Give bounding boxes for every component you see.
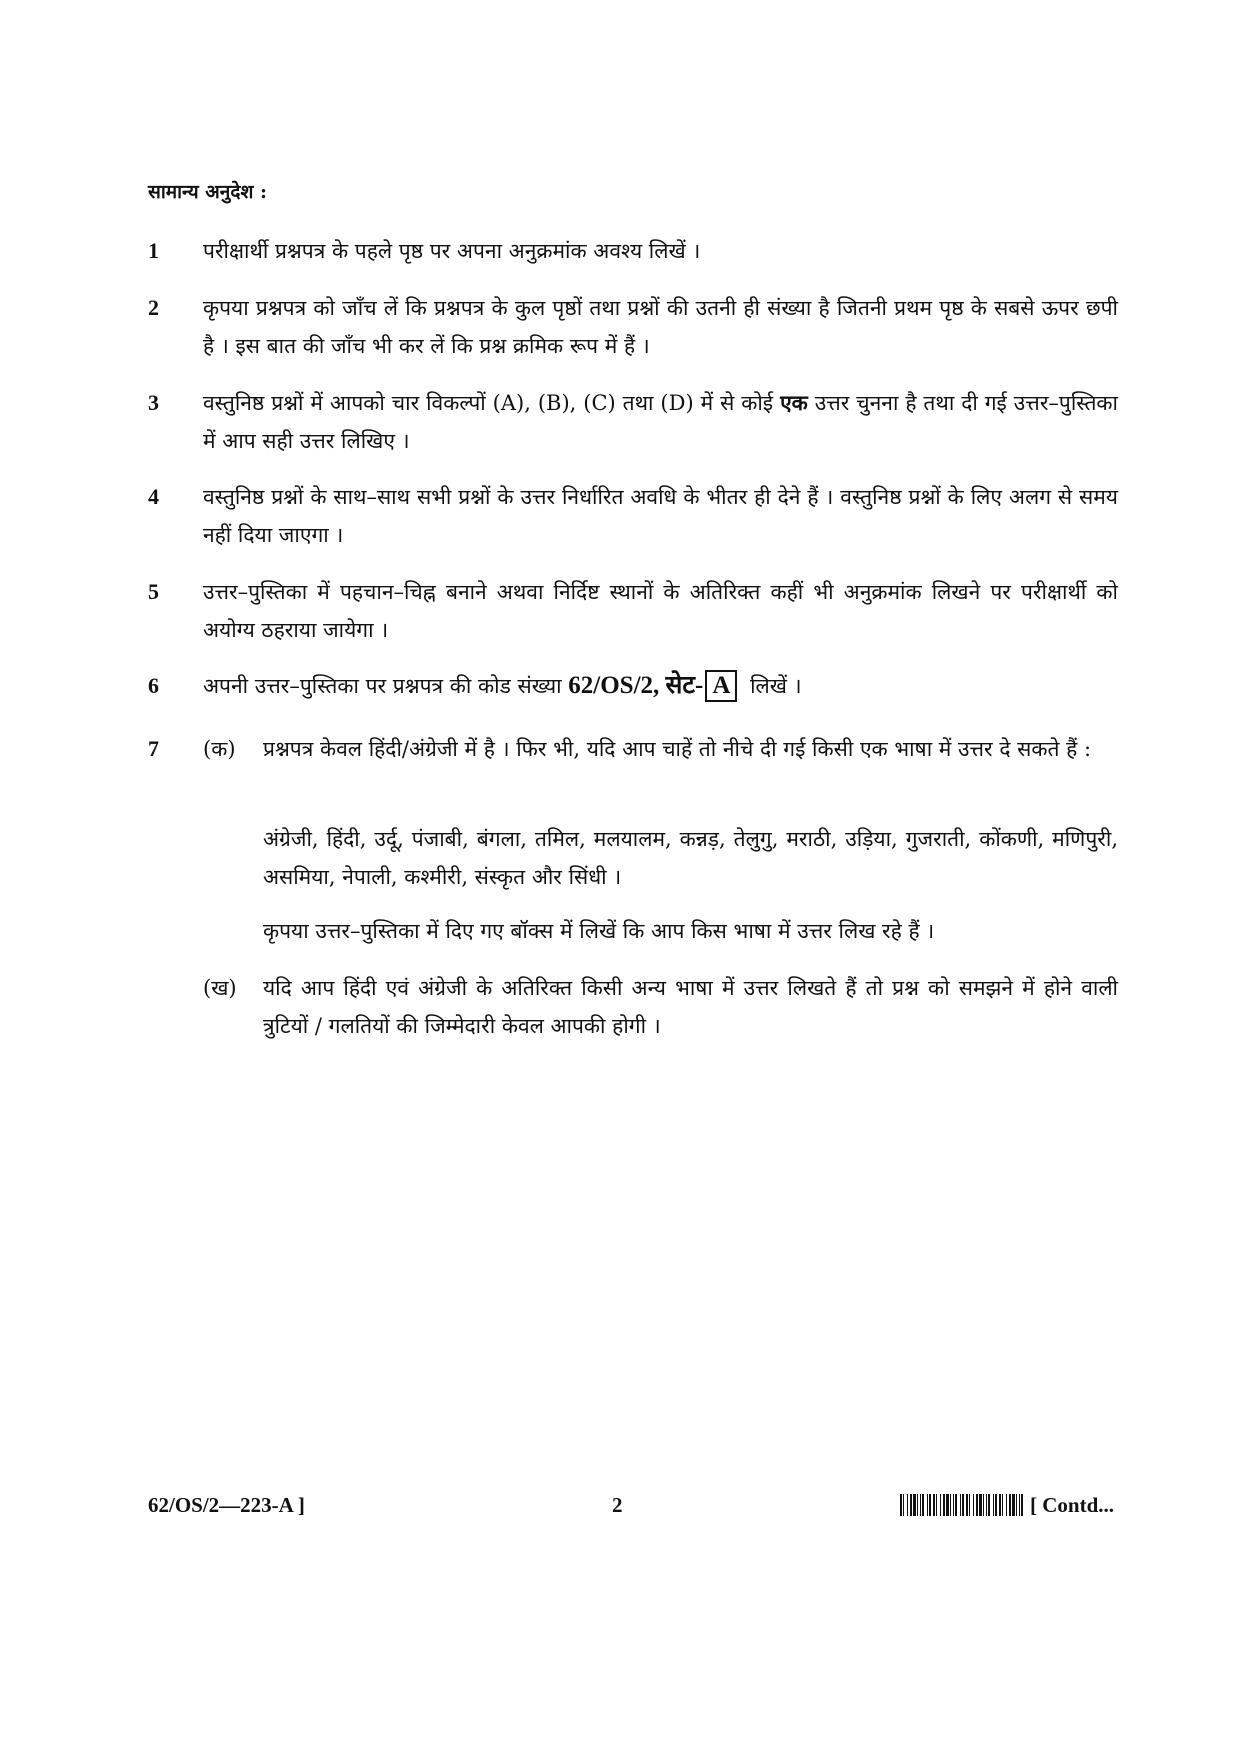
instruction-text: कृपया प्रश्नपत्र को जाँच लें कि प्रश्नपत्र के कुल पृष्ठों तथा प्रश्नों की उतनी ही संख्या है जितनी प्रथम पृष्ठ के सबसे ऊपर छपी है । इस बात की जाँच भी कर लें कि प्रश्न क्रमिक रूप में हैं । bbox=[203, 296, 1118, 358]
box-note: कृपया उत्तर–पुस्तिका में दिए गए बॉक्स में लिखें कि आप किस भाषा में उत्तर लिख रहे हैं । bbox=[263, 919, 935, 943]
instruction-number: 7 bbox=[148, 736, 159, 761]
instruction-item-7 bbox=[148, 730, 1118, 1050]
sub-item-label-b: (ख) bbox=[203, 976, 237, 1000]
instruction-number: 5 bbox=[148, 579, 159, 604]
instruction-number: 4 bbox=[148, 484, 159, 509]
instruction-number: 2 bbox=[148, 295, 159, 320]
language-list: अंग्रेजी, हिंदी, उर्दू, पंजाबी, बंगला, तमिल, मलयालम, कन्नड़, तेलुगु, मराठी, उड़िया, गुजराती, कोंकणी, मणिपुरी, असमिया, नेपाली, कश्मीरी, संस्कृत और सिंधी । bbox=[263, 827, 1118, 889]
instruction-text bbox=[203, 384, 1118, 460]
set-box: A bbox=[705, 670, 737, 702]
instruction-text: वस्तुनिष्ठ प्रश्नों के साथ–साथ सभी प्रश्नों के उत्तर निर्धारित अवधि के भीतर ही देने हैं । वस्तुनिष्ठ प्रश्नों के लिए अलग से समय नहीं दिया जाएगा । bbox=[203, 485, 1118, 547]
contd-label: [ Contd... bbox=[1030, 1493, 1115, 1517]
page-number: 2 bbox=[612, 1493, 623, 1517]
text-part: वस्तुनिष्ठ प्रश्नों में आपको चार विकल्पों (A), (B), (C) तथा (D) में से कोई bbox=[203, 391, 781, 415]
text-part: उत्तर चुनना है तथा दी गई उत्तर–पुस्तिका में आप सही उत्तर लिखिए । bbox=[203, 391, 1118, 453]
instruction-number: 3 bbox=[148, 390, 159, 415]
sub-item-text-a: प्रश्नपत्र केवल हिंदी/अंग्रेजी में है । फिर भी, यदि आप चाहें तो नीचे दी गई किसी एक भाषा में उत्तर दे सकते हैं : bbox=[263, 737, 1092, 761]
instruction-text: उत्तर–पुस्तिका में पहचान–चिह्न बनाने अथवा निर्दिष्ट स्थानों के अतिरिक्त कहीं भी अनुक्रमांक लिखने पर परीक्षार्थी को अयोग्य ठहराया जायेगा । bbox=[203, 580, 1118, 642]
text-part: लिखें । bbox=[743, 674, 802, 698]
sub-item-text-b: यदि आप हिंदी एवं अंग्रेजी के अतिरिक्त किसी अन्य भाषा में उत्तर लिखते हैं तो प्रश्न को समझने में होने वाली त्रुटियों / गलतियों की जिम्मेदारी केवल आपकी होगी । bbox=[263, 976, 1118, 1038]
text-emphasis: एक bbox=[780, 390, 808, 415]
instructions-heading: सामान्य अनुदेश : bbox=[148, 181, 267, 203]
instruction-text bbox=[203, 667, 1118, 705]
instruction-text: परीक्षार्थी प्रश्नपत्र के पहले पृष्ठ पर अपना अनुक्रमांक अवश्य लिखें । bbox=[203, 239, 701, 263]
instruction-number: 1 bbox=[148, 238, 159, 263]
sub-item-label-a: (क) bbox=[203, 737, 236, 761]
instruction-number: 6 bbox=[148, 673, 159, 698]
text-part: अपनी उत्तर–पुस्तिका पर प्रश्नपत्र की कोड संख्या bbox=[203, 674, 569, 698]
question-paper-code: 62/OS/2, सेट- bbox=[568, 672, 704, 699]
footer-code: 62/OS/2—223-A ] bbox=[148, 1493, 305, 1517]
